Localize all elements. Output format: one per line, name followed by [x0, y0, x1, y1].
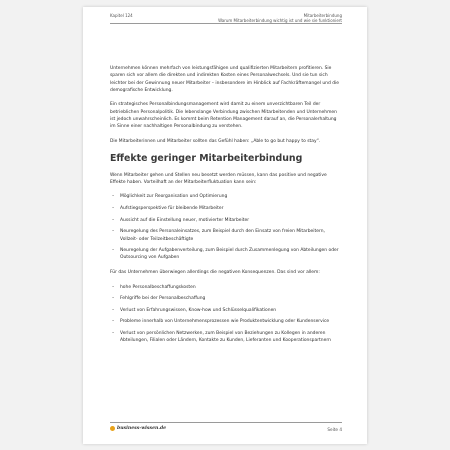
bullet-dash: –: [112, 284, 115, 290]
list-item-text: Möglichkeit zur Reorganisation und Optimierung: [120, 194, 228, 200]
section-outro: Für das Unternehmen überwiegen allerdings die negativen Konsequenzen. Das sind vor allem:: [110, 270, 320, 276]
list-item-text: Aussicht auf die Einstellung neuer, motivierter Mitarbeiter: [120, 217, 250, 223]
logo-dot-icon: [110, 426, 115, 431]
positive-effects-list: [110, 193, 342, 261]
page-body: [110, 65, 342, 352]
bullet-dash: –: [112, 319, 115, 325]
section-heading: Effekte geringer Mitarbeiterbindung: [110, 152, 303, 164]
list-item: [110, 205, 342, 212]
bullet-dash: –: [112, 296, 115, 302]
list-item-text: Fehlgriffe bei der Personalbeschaffung: [120, 296, 206, 302]
bullet-dash: –: [112, 307, 115, 313]
list-item-text: Verlust von Erfahrungswissen, Know-how und Schlüsselqualifikationen: [120, 307, 277, 313]
list-item-text: Neuregelung des Personaleinsatzes, zum Beispiel durch den Einsatz von freien Mitarbeitern, Vollzeit- oder Teilzeitbeschäftigte: [120, 229, 325, 242]
page-number: Seite 4: [327, 427, 342, 432]
header-subtitle: Warum Mitarbeiterbindung wichtig ist und wie sie funktioniert: [218, 18, 342, 23]
list-item-text: Aufstiegsperspektive für bleibende Mitarbeiter: [120, 206, 224, 212]
list-item: [110, 284, 342, 291]
bullet-dash: –: [112, 330, 115, 336]
list-item: [110, 318, 342, 325]
document-page: [83, 7, 367, 444]
list-item: [110, 193, 342, 200]
list-item-text: Verlust von persönlichen Netzwerken, zum Beispiel von Beziehungen zu Kollegen in anderen Abteilungen, Filialen oder Ländern, Kontakte zu Kunden, Lieferanten und Kooperationspartnern: [120, 330, 331, 344]
list-item: [110, 217, 342, 224]
chapter-label: Kapitel 124: [110, 13, 133, 18]
list-item: [110, 295, 342, 302]
paragraph: Ein strategisches Personalbindungsmanagement wird damit zu einem unverzichtbaren Teil der betrieblichen Personalpolitik. Die lebenslange Verbindung zwischen Mitarbeitenden und Unternehmen ist jedoch unwahrscheinlich. Es kommt beim Retention Management darauf an, die Personalerhaltung im Sinne einer nachhaltigen Personalbindung zu verstehen.: [110, 102, 337, 130]
bullet-dash: –: [112, 206, 115, 212]
footer-divider: [110, 422, 342, 423]
list-item: [110, 330, 342, 345]
list-item: [110, 247, 342, 262]
brand-name: business-wissen.de: [117, 426, 167, 431]
brand-logo: [110, 426, 166, 431]
list-item-text: Neuregelung der Aufgabenverteilung, zum Beispiel durch Zusammenlegung von Abteilungen oder Outsourcing von Aufgaben: [120, 248, 339, 261]
list-item-text: hohe Personalbeschaffungskosten: [120, 284, 196, 290]
bullet-dash: –: [112, 194, 115, 200]
bullet-dash: –: [112, 229, 115, 235]
bullet-dash: –: [112, 217, 115, 223]
list-item-text: Probleme innerhalb von Unternehmensprozessen wie Produktentwicklung oder Kundenservice: [120, 319, 330, 325]
list-item: [110, 307, 342, 314]
list-item: [110, 228, 342, 243]
bullet-dash: –: [112, 248, 115, 254]
header-title: Mitarbeiterbindung: [303, 13, 342, 18]
paragraph: Die Mitarbeiterinnen und Mitarbeiter sollten das Gefühl haben: „Able to go but happy to stay“.: [110, 138, 321, 144]
section-intro: Wenn Mitarbeiter gehen und Stellen neu besetzt werden müssen, kann das positive und negative Effekte haben. Vorteilhaft an der Mitarbeiterfluktuation kann sein:: [110, 172, 327, 185]
negative-effects-list: [110, 284, 342, 345]
paragraph: Unternehmen können mehrfach von leistungsfähigen und qualifizierten Mitarbeitern profitieren. Sie sparen sich vor allem die direkten und indirekten Kosten eines Personalwechsels. Und sie tun sich leichter bei der Gewinnung neuer Mitarbeiter – insbesondere im Hinblick auf Fachkräftemangel und die demografische Entwicklung.: [110, 66, 339, 93]
header-divider: [110, 23, 342, 24]
